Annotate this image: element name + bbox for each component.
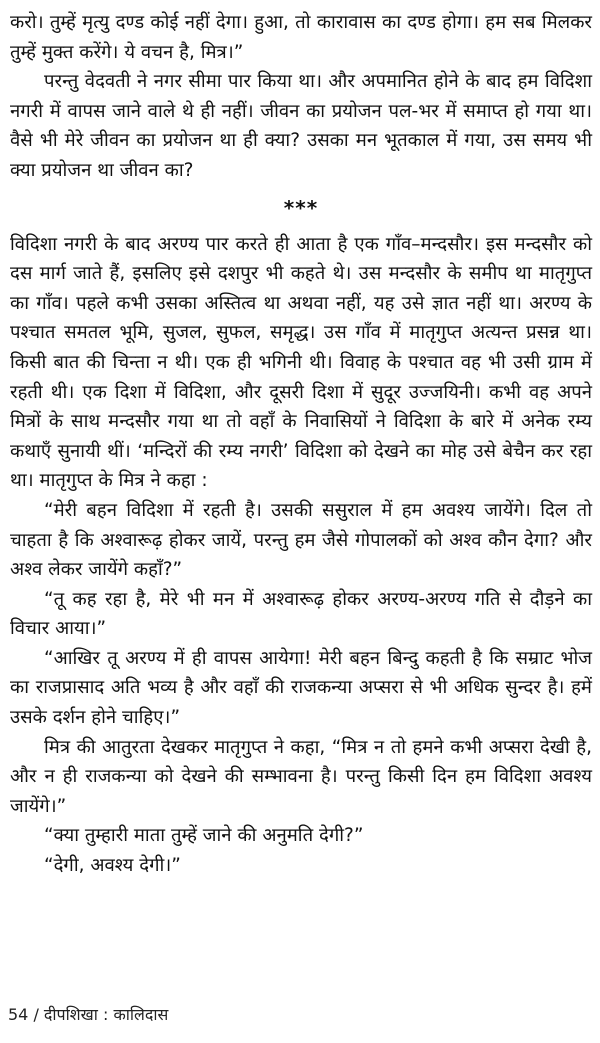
paragraph-8: “क्या तुम्हारी माता तुम्हें जाने की अनुमति देगी?” [44,825,364,847]
section-divider: *** [283,195,319,220]
page-body [10,8,592,881]
paragraph-5: “तू कह रहा है, मेरे भी मन में अश्वारूढ़ होकर अरण्य-अरण्य गति से दौड़ने का विचार आया।” [10,588,592,640]
paragraph-7: मित्र की आतुरता देखकर मातृगुप्त ने कहा, “मित्र न तो हमने कभी अप्सरा देखी है, और न ही राजकन्या को देखने की सम्भावना है। परन्तु किसी दिन हम विदिशा अवश्य जायेंगे।” [10,736,592,817]
paragraph-6: “आखिर तू अरण्य में ही वापस आयेगा! मेरी बहन बिन्दु कहती है कि सम्राट भोज का राजप्रासाद अति भव्य है और वहाँ की राजकन्या अप्सरा से भी अधिक सुन्दर है। हमें उसके दर्शन होने चाहिए।” [10,647,592,729]
page-footer: 54 / दीपशिखा : कालिदास [8,1005,169,1024]
paragraph-1: करो। तुम्हें मृत्यु दण्ड कोई नहीं देगा। हुआ, तो कारावास का दण्ड होगा। हम सब मिलकर तुम्हें मुक्त करेंगे। ये वचन है, मित्र।” [10,12,592,63]
paragraph-2: परन्तु वेदवती ने नगर सीमा पार किया था। और अपमानित होने के बाद हम विदिशा नगरी में वापस जाने वाले थे ही नहीं। जीवन का प्रयोजन पल-भर में समाप्त हो गया था। वैसे भी मेरे जीवन का प्रयोजन था ही क्या? उसका मन भूतकाल में गया, उस समय भी क्या प्रयोजन था जीवन का? [10,71,592,181]
paragraph-3: विदिशा नगरी के बाद अरण्य पार करते ही आता है एक गाँव–मन्दसौर। इस मन्दसौर को दस मार्ग जाते हैं, इसलिए इसे दशपुर भी कहते थे। उस मन्दसौर के समीप था मातृगुप्त का गाँव। पहले कभी उसका अस्तित्व था अथवा नहीं, यह उसे ज्ञात नहीं था। अरण्य के पश्चात समतल भूमि, सुजल, सुफल, समृद्ध। उस गाँव में मातृगुप्त अत्यन्त प्रसन्न था। किसी बात की चिन्ता न थी। एक ही भगिनी थी। विवाह के पश्चात वह भी उसी ग्राम में रहती थी। एक दिशा में विदिशा, और दूसरी दिशा में सुदूर उज्जयिनी। कभी वह अपने मित्रों के साथ मन्दसौर गया था तो वहाँ के निवासियों ने विदिशा के बारे में अनेक रम्य कथाएँ सुनायी थीं। ‘मन्दिरों की रम्य नगरी’ विदिशा को देखने का मोह उसे बेचैन कर रहा था। मातृगुप्त के मित्र ने कहा : [10,233,592,492]
paragraph-9: “देगी, अवश्य देगी।” [44,855,181,877]
paragraph-4: “मेरी बहन विदिशा में रहती है। उसकी ससुराल में हम अवश्य जायेंगे। दिल तो चाहता है कि अश्वारूढ़ होकर जायें, परन्तु हम जैसे गोपालकों को अश्व कौन देगा? और अश्व लेकर जायेंगे कहाँ?” [10,499,592,581]
